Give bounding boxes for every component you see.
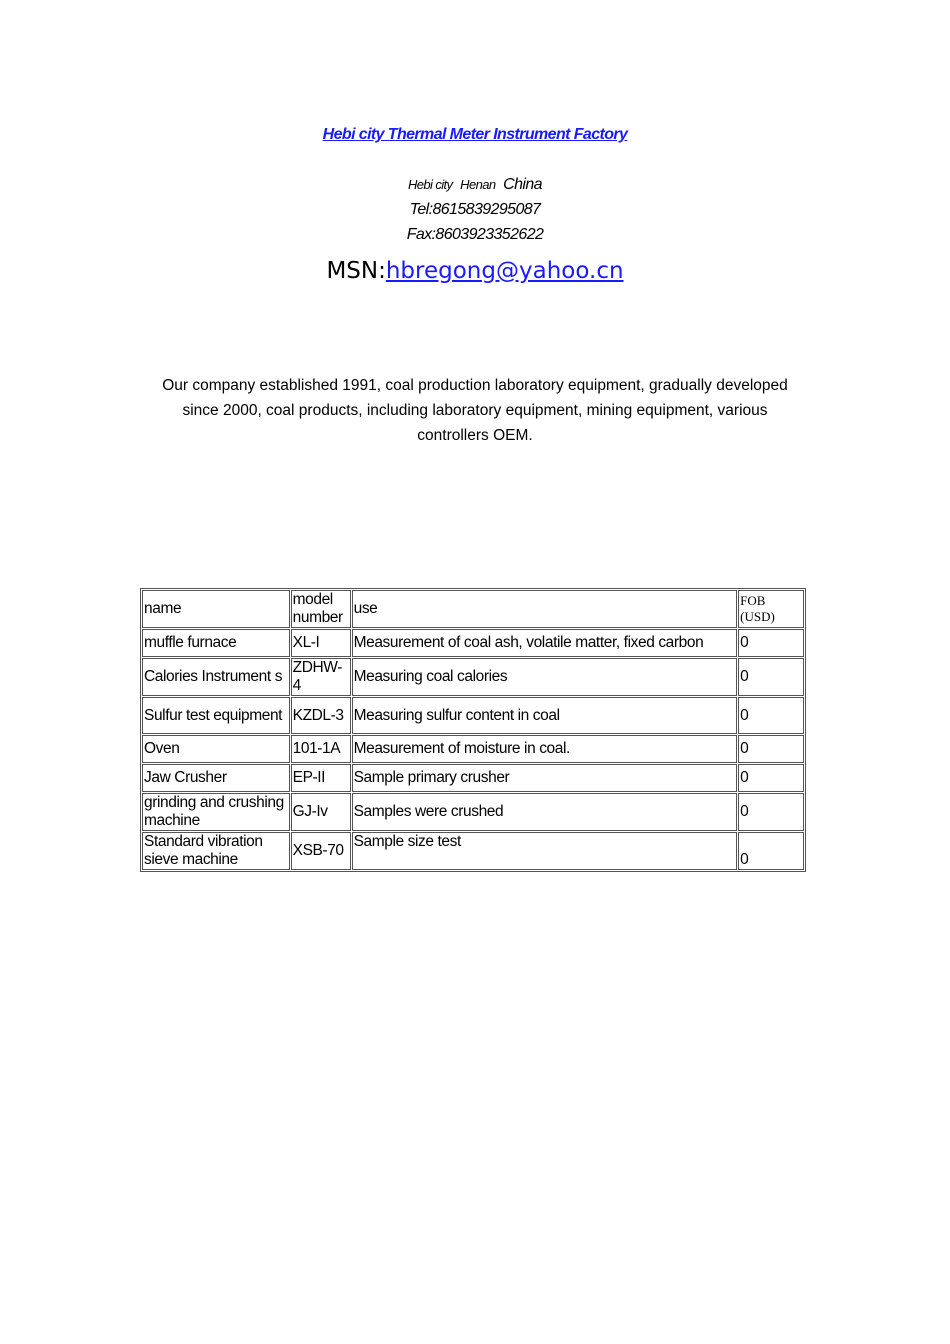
cell-name: Standard vibration sieve machine (142, 832, 290, 870)
cell-name: Oven (142, 735, 290, 763)
cell-name: Calories Instrument s (142, 658, 290, 696)
address-city: Hebi city (408, 177, 453, 192)
header-model: model number (291, 590, 351, 628)
cell-model: XL-I (291, 629, 351, 657)
header-fob: FOB (USD) (738, 590, 804, 628)
cell-model: GJ-Iv (291, 793, 351, 831)
fax-line: Fax:8603923352622 (406, 226, 544, 243)
cell-fob: 0 (738, 764, 804, 792)
products-table (140, 588, 806, 872)
cell-name: Sulfur test equipment (142, 697, 290, 734)
tel-line: Tel:8615839295087 (409, 201, 541, 218)
header-name: name (142, 590, 290, 628)
cell-use: Samples were crushed (352, 793, 738, 831)
cell-model: EP-II (291, 764, 351, 792)
table-header-row (142, 590, 804, 628)
cell-use: Sample primary crusher (352, 764, 738, 792)
cell-name: Jaw Crusher (142, 764, 290, 792)
cell-use: Measuring sulfur content in coal (352, 697, 738, 734)
cell-model: KZDL-3 (291, 697, 351, 734)
address-country: China (503, 176, 542, 193)
cell-fob: 0 (738, 629, 804, 657)
table-row (142, 793, 804, 831)
cell-model: 101-1A (291, 735, 351, 763)
company-title (0, 126, 950, 144)
table-row (142, 735, 804, 763)
msn-line (0, 258, 950, 284)
cell-model: ZDHW-4 (291, 658, 351, 696)
cell-model: XSB-70 (291, 832, 351, 870)
cell-use: Measurement of moisture in coal. (352, 735, 738, 763)
cell-fob: 0 (738, 793, 804, 831)
table-row (142, 658, 804, 696)
cell-name: muffle furnace (142, 629, 290, 657)
address-line (0, 176, 950, 194)
intro-paragraph: Our company established 1991, coal production laboratory equipment, gradually developed since 2000, coal products, including laboratory equipment, mining equipment, various controllers OEM. (162, 377, 788, 444)
cell-fob: 0 (738, 832, 804, 870)
msn-email-link[interactable]: hbregong@yahoo.cn (385, 258, 624, 284)
table-row (142, 832, 804, 870)
company-name-link[interactable]: Hebi city Thermal Meter Instrument Factory (322, 126, 628, 143)
header-use: use (352, 590, 738, 628)
msn-label: MSN: (326, 258, 386, 284)
table-row (142, 764, 804, 792)
cell-fob: 0 (738, 658, 804, 696)
cell-fob: 0 (738, 697, 804, 734)
cell-fob: 0 (738, 735, 804, 763)
cell-use: Measuring coal calories (352, 658, 738, 696)
cell-name: grinding and crushing machine (142, 793, 290, 831)
cell-use: Measurement of coal ash, volatile matter, fixed carbon (352, 629, 738, 657)
address-province: Henan (460, 177, 496, 192)
table-row (142, 697, 804, 734)
table-row (142, 629, 804, 657)
cell-use: Sample size test (352, 832, 738, 870)
